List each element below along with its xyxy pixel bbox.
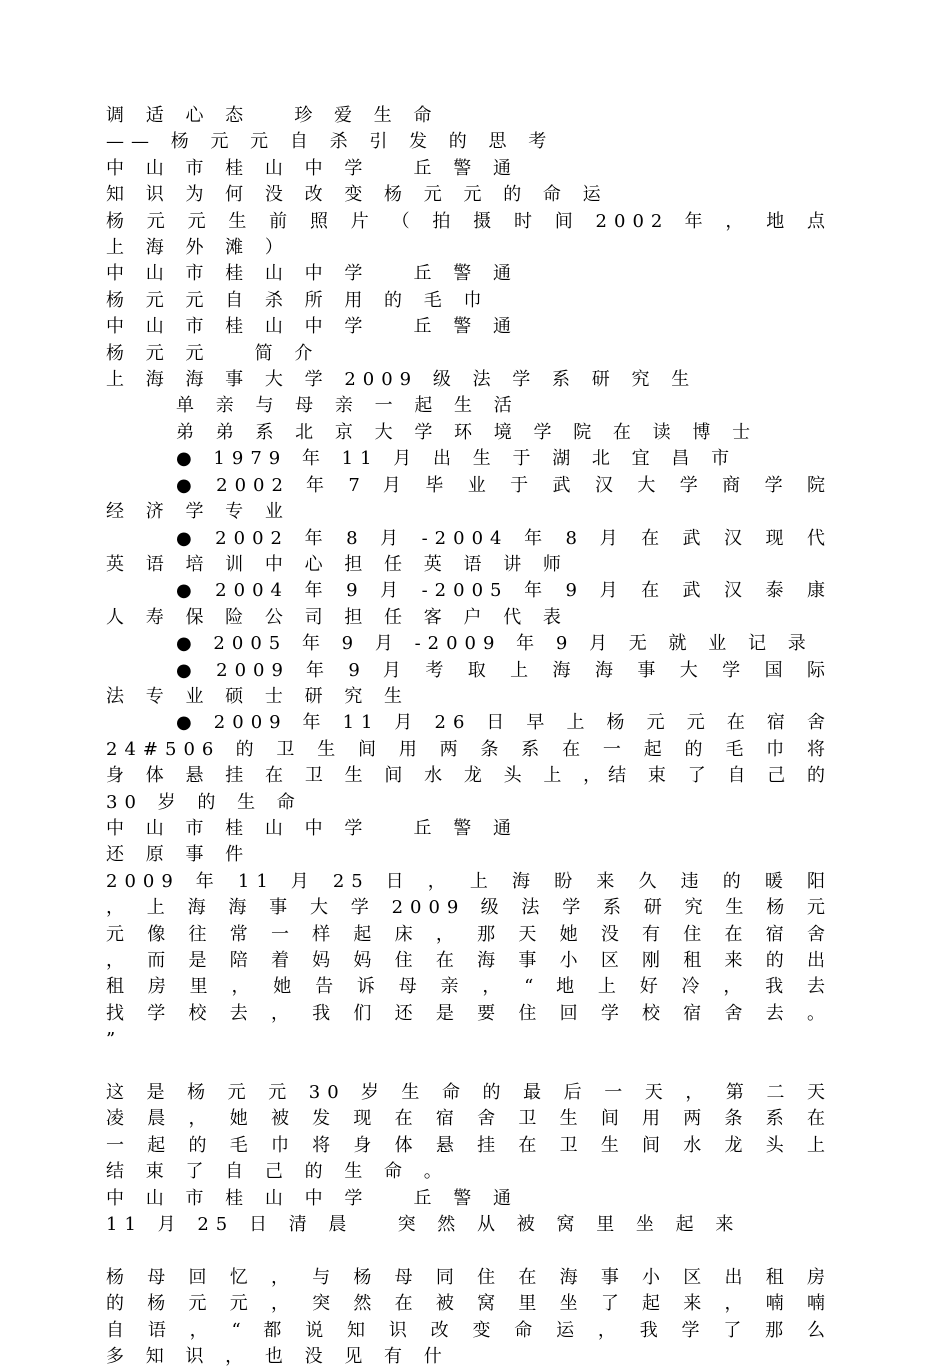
photo-caption: 杨 元 元 生 前 照 片 （ 拍 摄 时 间 2002 年 ， 地 点 上 海 外 滩 ） xyxy=(106,210,847,259)
bullet-item: ● 2004 年 9 月 -2005 年 9 月 在 武 汉 泰 康 人 寿 保 险 公 司 担 任 客 户 代 表 xyxy=(106,580,847,628)
blank-line xyxy=(106,1238,832,1264)
bullet-item: ● 2002 年 7 月 毕 业 于 武 汉 大 学 商 学 院 经 济 学 专 业 xyxy=(106,474,847,523)
bullet-item: ● 1979 年 11 月 出 生 于 湖 北 宜 昌 市 xyxy=(176,448,737,470)
title-line: 调 适 心 态 珍 爱 生 命 xyxy=(106,105,439,126)
paragraph: 这 是 杨 元 元 30 岁 生 命 的 最 后 一 天 ， 第 二 天 凌 晨 ， 她 被 发 现 在 宿 舍 卫 生 间 用 两 条 系 在 一 起 的 毛 巾 将 身 体 悬 挂 在 卫 生 间 水 龙 头 上 结 束 了 自 己 的 生 命 。 xyxy=(106,1082,847,1183)
document-body xyxy=(106,103,847,1370)
author-line: 中 山 市 桂 山 中 学 丘 警 通 xyxy=(106,817,518,839)
blank-line xyxy=(106,1054,832,1080)
bullet-item: ● 2009 年 11 月 26 日 早 上 杨 元 元 在 宿 舍 24#506 的 卫 生 间 用 两 条 系 在 一 起 的 毛 巾 将 身 体 悬 挂 在 卫 生 间 水 龙 头 上 ，结 束 了 自 己 的 30 岁 的 生 命 xyxy=(106,712,847,813)
subtitle-line: —— 杨 元 元 自 杀 引 发 的 思 考 xyxy=(106,131,554,153)
paragraph: 杨 母 回 忆 ， 与 杨 母 同 住 在 海 事 小 区 出 租 房 的 杨 元 元 ， 突 然 在 被 窝 里 坐 了 起 来 ， 喃 喃 自 语 ， “ 都 说 知 识 改 变 命 运 ， 我 学 了 那 么 多 知 识 ， 也 没 见 有 什 xyxy=(106,1266,847,1368)
author-line: 中 山 市 桂 山 中 学 丘 警 通 xyxy=(106,1187,518,1209)
author-line: 中 山 市 桂 山 中 学 丘 警 通 xyxy=(106,157,518,179)
towel-caption: 杨 元 元 自 杀 所 用 的 毛 巾 xyxy=(106,289,489,311)
heading-line: 知 识 为 何 没 改 变 杨 元 元 的 命 运 xyxy=(106,184,608,206)
paragraph: 2009 年 11 月 25 日 ， 上 海 盼 来 久 违 的 暖 阳 ， 上 海 海 事 大 学 2009 级 法 学 系 研 究 生 杨 元 元 像 往 常 一 样 起 床 ， 那 天 她 没 有 住 在 宿 舍 ， 而 是 陪 着 妈 妈 住 在 海 事 小 区 刚 租 来 的 出 租 房 里 ， 她 告 诉 母 亲 ， “ 地 上 好 冷 ， 我 去 找 学 校 去 ， 我 们 还 是 要 住 回 学 校 宿 舍 去 。 ” xyxy=(106,870,847,1051)
author-line: 中 山 市 桂 山 中 学 丘 警 通 xyxy=(106,263,518,285)
profile-line: 上 海 海 事 大 学 2009 级 法 学 系 研 究 生 xyxy=(106,369,697,391)
profile-heading: 杨 元 元 简 介 xyxy=(106,342,320,364)
section-heading: 还 原 事 件 xyxy=(106,844,251,866)
profile-line: 弟 弟 系 北 京 大 学 环 境 学 院 在 读 博 士 xyxy=(176,421,758,443)
section-heading: 11 月 25 日 清 晨 突 然 从 被 窝 里 坐 起 来 xyxy=(106,1214,741,1236)
bullet-item: ● 2002 年 8 月 -2004 年 8 月 在 武 汉 现 代 英 语 培 训 中 心 担 任 英 语 讲 师 xyxy=(106,527,847,575)
bullet-item: ● 2009 年 9 月 考 取 上 海 海 事 大 学 国 际 法 专 业 硕 士 研 究 生 xyxy=(106,659,847,707)
bullet-item: ● 2005 年 9 月 -2009 年 9 月 无 就 业 记 录 xyxy=(176,633,813,655)
author-line: 中 山 市 桂 山 中 学 丘 警 通 xyxy=(106,316,518,338)
profile-line: 单 亲 与 母 亲 一 起 生 活 xyxy=(176,395,519,417)
